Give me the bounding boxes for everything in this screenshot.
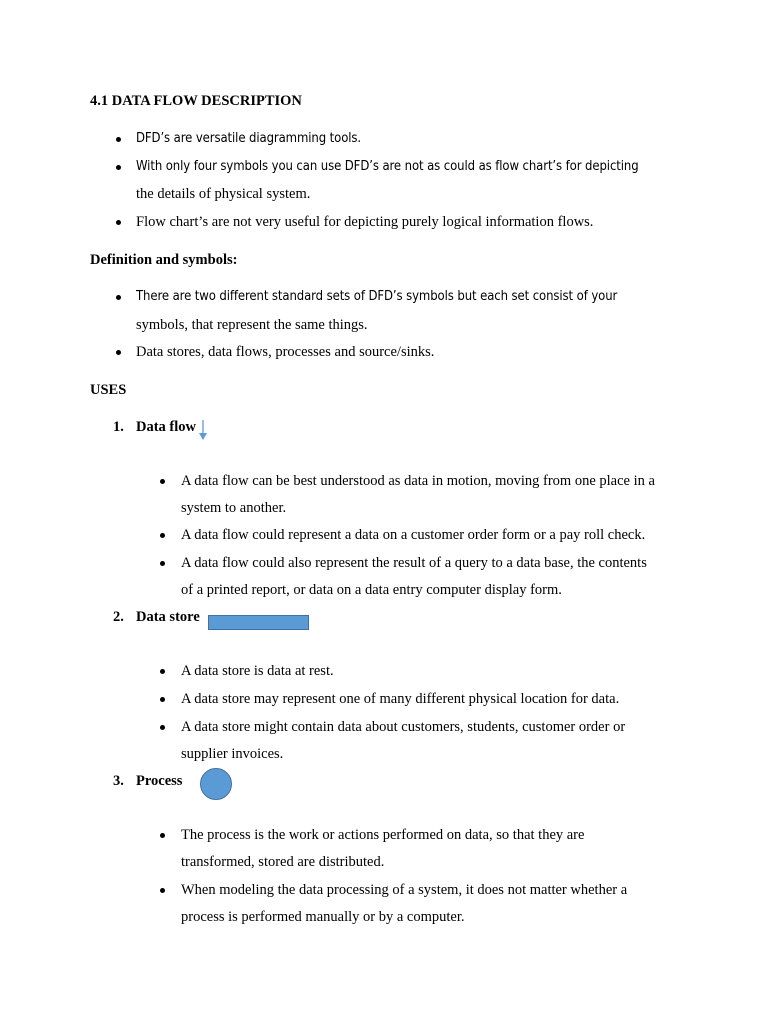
bullet-text: A data store may represent one of many different physical location for data. bbox=[181, 691, 620, 707]
bullet-text: A data store is data at rest. bbox=[181, 663, 334, 679]
bullet bbox=[116, 137, 121, 142]
bullet bbox=[160, 697, 165, 702]
bullet bbox=[160, 479, 165, 484]
down-arrow-icon bbox=[197, 419, 209, 441]
bullet-text-continued: transformed, stored are distributed. bbox=[181, 854, 385, 870]
bullet-text: A data store might contain data about customers, students, customer order or bbox=[181, 719, 626, 735]
bullet-text-continued: supplier invoices. bbox=[181, 746, 284, 762]
bullet bbox=[160, 833, 165, 838]
bullet-text-continued: of a printed report, or data on a data entry computer display form. bbox=[181, 582, 562, 598]
bullet bbox=[116, 220, 121, 225]
data-store-label: Data store bbox=[136, 609, 200, 625]
bullet-text: A data flow can be best understood as data in motion, moving from one place in a bbox=[181, 473, 655, 489]
rectangle-icon bbox=[208, 615, 309, 630]
bullet bbox=[116, 165, 121, 170]
bullet bbox=[116, 350, 121, 355]
bullet-text: There are two different standard sets of DFD’s symbols but each set consist of your bbox=[136, 289, 618, 304]
bullet bbox=[160, 725, 165, 730]
bullet bbox=[160, 888, 165, 893]
bullet-text: A data flow could represent a data on a customer order form or a pay roll check. bbox=[181, 527, 646, 543]
bullet bbox=[160, 533, 165, 538]
list-number: 1. bbox=[113, 419, 124, 435]
definition-title: Definition and symbols: bbox=[90, 252, 238, 268]
process-label: Process bbox=[136, 773, 183, 789]
bullet-text-continued: symbols, that represent the same things. bbox=[136, 317, 368, 333]
list-number: 2. bbox=[113, 609, 124, 625]
bullet-text: With only four symbols you can use DFD’s are not as could as flow chart’s for depicting bbox=[136, 159, 639, 174]
bullet bbox=[160, 669, 165, 674]
data-flow-label: Data flow bbox=[136, 419, 197, 435]
bullet-text: DFD’s are versatile diagramming tools. bbox=[136, 131, 362, 146]
circle-icon bbox=[200, 768, 232, 800]
bullet-text-continued: process is performed manually or by a computer. bbox=[181, 909, 465, 925]
section-heading: 4.1 DATA FLOW DESCRIPTION bbox=[90, 93, 302, 109]
bullet bbox=[116, 295, 121, 300]
bullet-text: The process is the work or actions performed on data, so that they are bbox=[181, 827, 585, 843]
list-number: 3. bbox=[113, 773, 124, 789]
bullet-text: When modeling the data processing of a system, it does not matter whether a bbox=[181, 882, 628, 898]
bullet-text-continued: system to another. bbox=[181, 500, 287, 516]
bullet-text-continued: the details of physical system. bbox=[136, 186, 311, 202]
bullet-text: A data flow could also represent the result of a query to a data base, the contents bbox=[181, 555, 647, 571]
bullet-text: Flow chart’s are not very useful for depicting purely logical information flows. bbox=[136, 214, 594, 230]
bullet bbox=[160, 561, 165, 566]
bullet-text: Data stores, data flows, processes and source/sinks. bbox=[136, 344, 435, 360]
uses-title: USES bbox=[90, 382, 127, 398]
